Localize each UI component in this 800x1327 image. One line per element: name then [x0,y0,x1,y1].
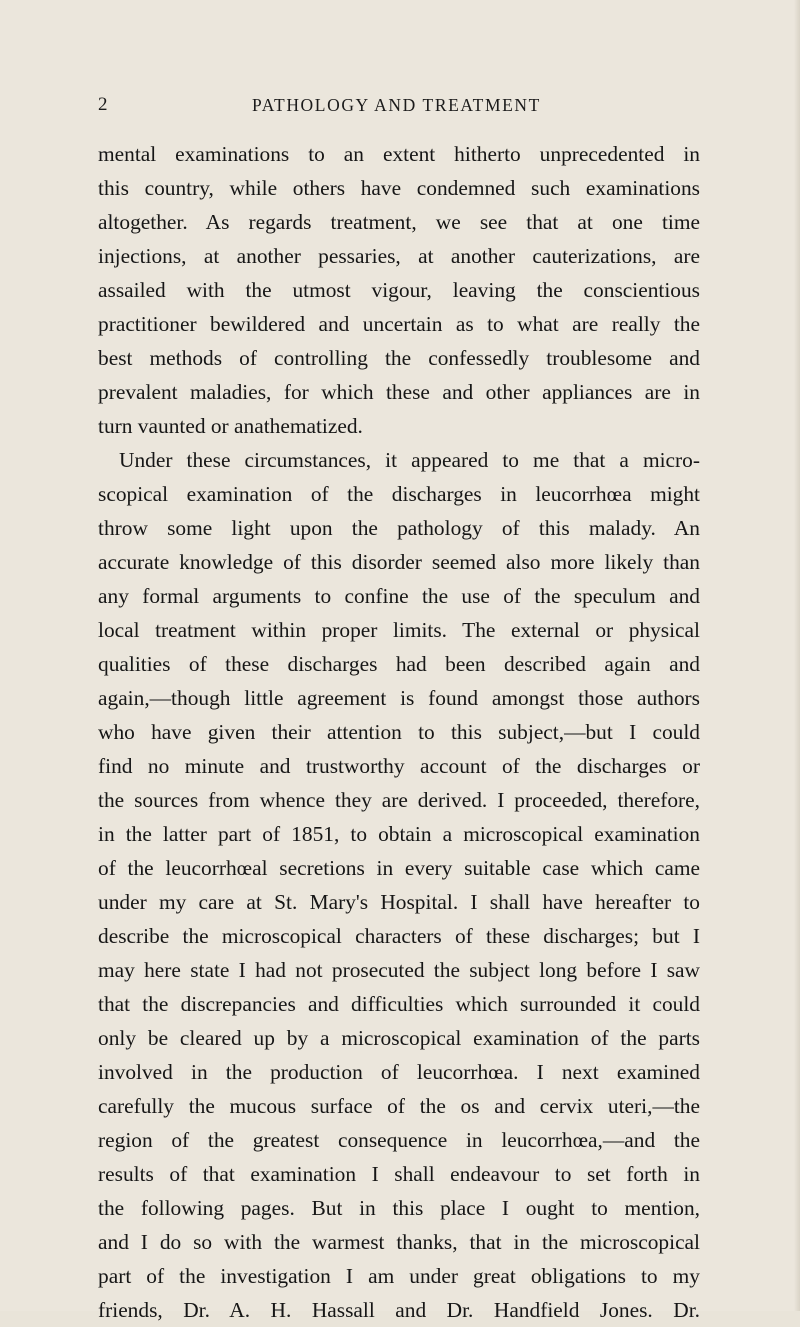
text-line: again,—though little agreement is found amongst those authors [98,686,700,710]
text-line: carefully the mucous surface of the os and cervix uteri,—the [98,1094,700,1118]
text-line: mental examinations to an extent hitherto unprecedented in [98,142,700,166]
text-line: involved in the production of leucorrhœa. I next examined [98,1060,700,1084]
text-line: this country, while others have condemned such examinations [98,176,700,200]
text-line: region of the greatest consequence in leucorrhœa,—and the [98,1128,700,1152]
text-line: friends, Dr. A. H. Hassall and Dr. Handfield Jones. Dr. [98,1298,700,1322]
text-line: throw some light upon the pathology of this malady. An [98,516,700,540]
text-line: describe the microscopical characters of these discharges; but I [98,924,700,948]
text-line: any formal arguments to confine the use of the speculum and [98,584,700,608]
text-line: injections, at another pessaries, at another cauterizations, are [98,244,700,268]
text-line: accurate knowledge of this disorder seemed also more likely than [98,550,700,574]
text-line: the following pages. But in this place I ought to mention, [98,1196,700,1220]
text-line: the sources from whence they are derived. I proceeded, therefore, [98,788,700,812]
text-line: best methods of controlling the confessedly troublesome and [98,346,700,370]
text-line: find no minute and trustworthy account of the discharges or [98,754,700,778]
text-line: who have given their attention to this subject,—but I could [98,720,700,744]
text-line: of the leucorrhœal secretions in every suitable case which came [98,856,700,880]
text-line: that the discrepancies and difficulties which surrounded it could [98,992,700,1016]
text-line: in the latter part of 1851, to obtain a microscopical examination [98,822,700,846]
text-line: part of the investigation I am under great obligations to my [98,1264,700,1288]
text-line: Under these circumstances, it appeared to me that a micro- [119,448,700,472]
text-line: may here state I had not prosecuted the subject long before I saw [98,958,700,982]
text-line: under my care at St. Mary's Hospital. I shall have hereafter to [98,890,700,914]
text-line: altogether. As regards treatment, we see that at one time [98,210,700,234]
text-line: and I do so with the warmest thanks, that in the microscopical [98,1230,700,1254]
body-text [98,137,700,1327]
page-number: 2 [98,94,108,115]
text-line: turn vaunted or anathematized. [98,414,363,438]
text-line: only be cleared up by a microscopical examination of the parts [98,1026,700,1050]
text-line: assailed with the utmost vigour, leaving the conscientious [98,278,700,302]
text-line: practitioner bewildered and uncertain as to what are really the [98,312,700,336]
text-line: results of that examination I shall endeavour to set forth in [98,1162,700,1186]
text-line: local treatment within proper limits. The external or physical [98,618,700,642]
text-line: prevalent maladies, for which these and other appliances are in [98,380,700,404]
running-title: PATHOLOGY AND TREATMENT [252,95,541,115]
page-header [98,94,698,118]
page-edge-shadow [794,0,800,1311]
text-line: scopical examination of the discharges in leucorrhœa might [98,482,700,506]
text-line: qualities of these discharges had been described again and [98,652,700,676]
